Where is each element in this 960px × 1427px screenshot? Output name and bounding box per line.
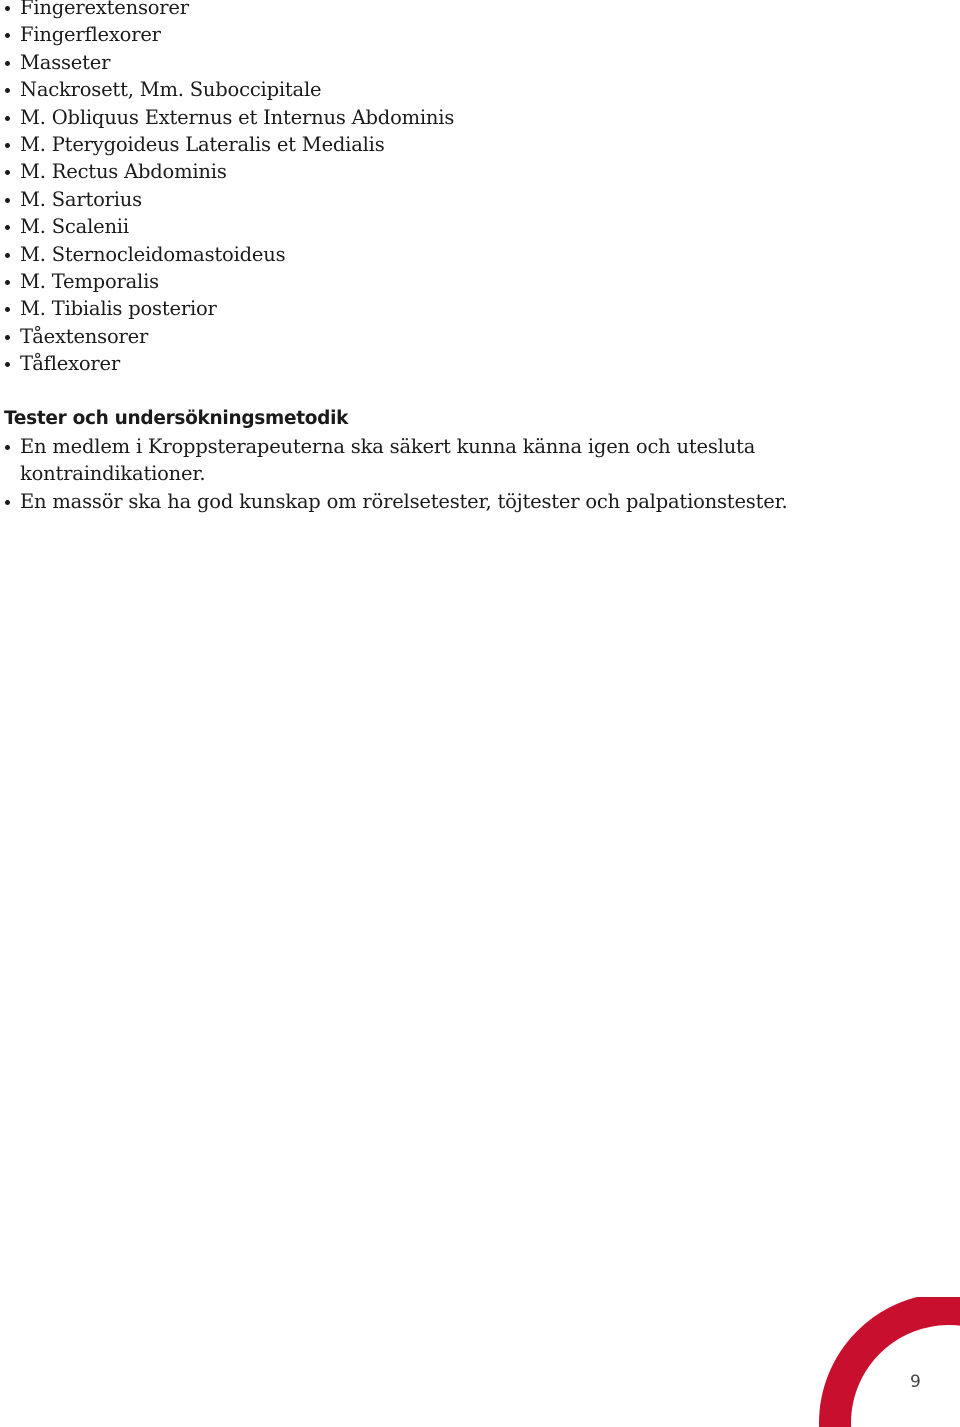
list-item: Masseter <box>0 49 454 76</box>
list-item: Fingerextensorer <box>0 0 454 21</box>
list-item: Nackrosett, Mm. Suboccipitale <box>0 76 454 103</box>
corner-arc-icon <box>835 1309 960 1427</box>
section-heading: Tester och undersökningsmetodik <box>4 408 349 429</box>
corner-arc-decoration <box>800 1297 960 1427</box>
list-item: En massör ska ha god kunskap om rörelsetester, töjtester och palpationstester. <box>0 488 800 515</box>
list-item: Tåflexorer <box>0 350 454 377</box>
list-item: M. Temporalis <box>0 268 454 295</box>
list-item: Fingerflexorer <box>0 21 454 48</box>
page-number: 9 <box>910 1372 921 1392</box>
list-item: M. Sternocleidomastoideus <box>0 241 454 268</box>
list-item: En medlem i Kroppsterapeuterna ska säkert kunna känna igen och utesluta kontraindikationer. <box>0 433 800 488</box>
list-item: M. Sartorius <box>0 186 454 213</box>
method-list <box>0 433 800 515</box>
list-item: M. Obliquus Externus et Internus Abdominis <box>0 104 454 131</box>
list-item: Tåextensorer <box>0 323 454 350</box>
list-item: M. Scalenii <box>0 213 454 240</box>
muscle-list <box>0 0 454 378</box>
list-item: M. Tibialis posterior <box>0 295 454 322</box>
list-item: M. Rectus Abdominis <box>0 158 454 185</box>
list-item: M. Pterygoideus Lateralis et Medialis <box>0 131 454 158</box>
